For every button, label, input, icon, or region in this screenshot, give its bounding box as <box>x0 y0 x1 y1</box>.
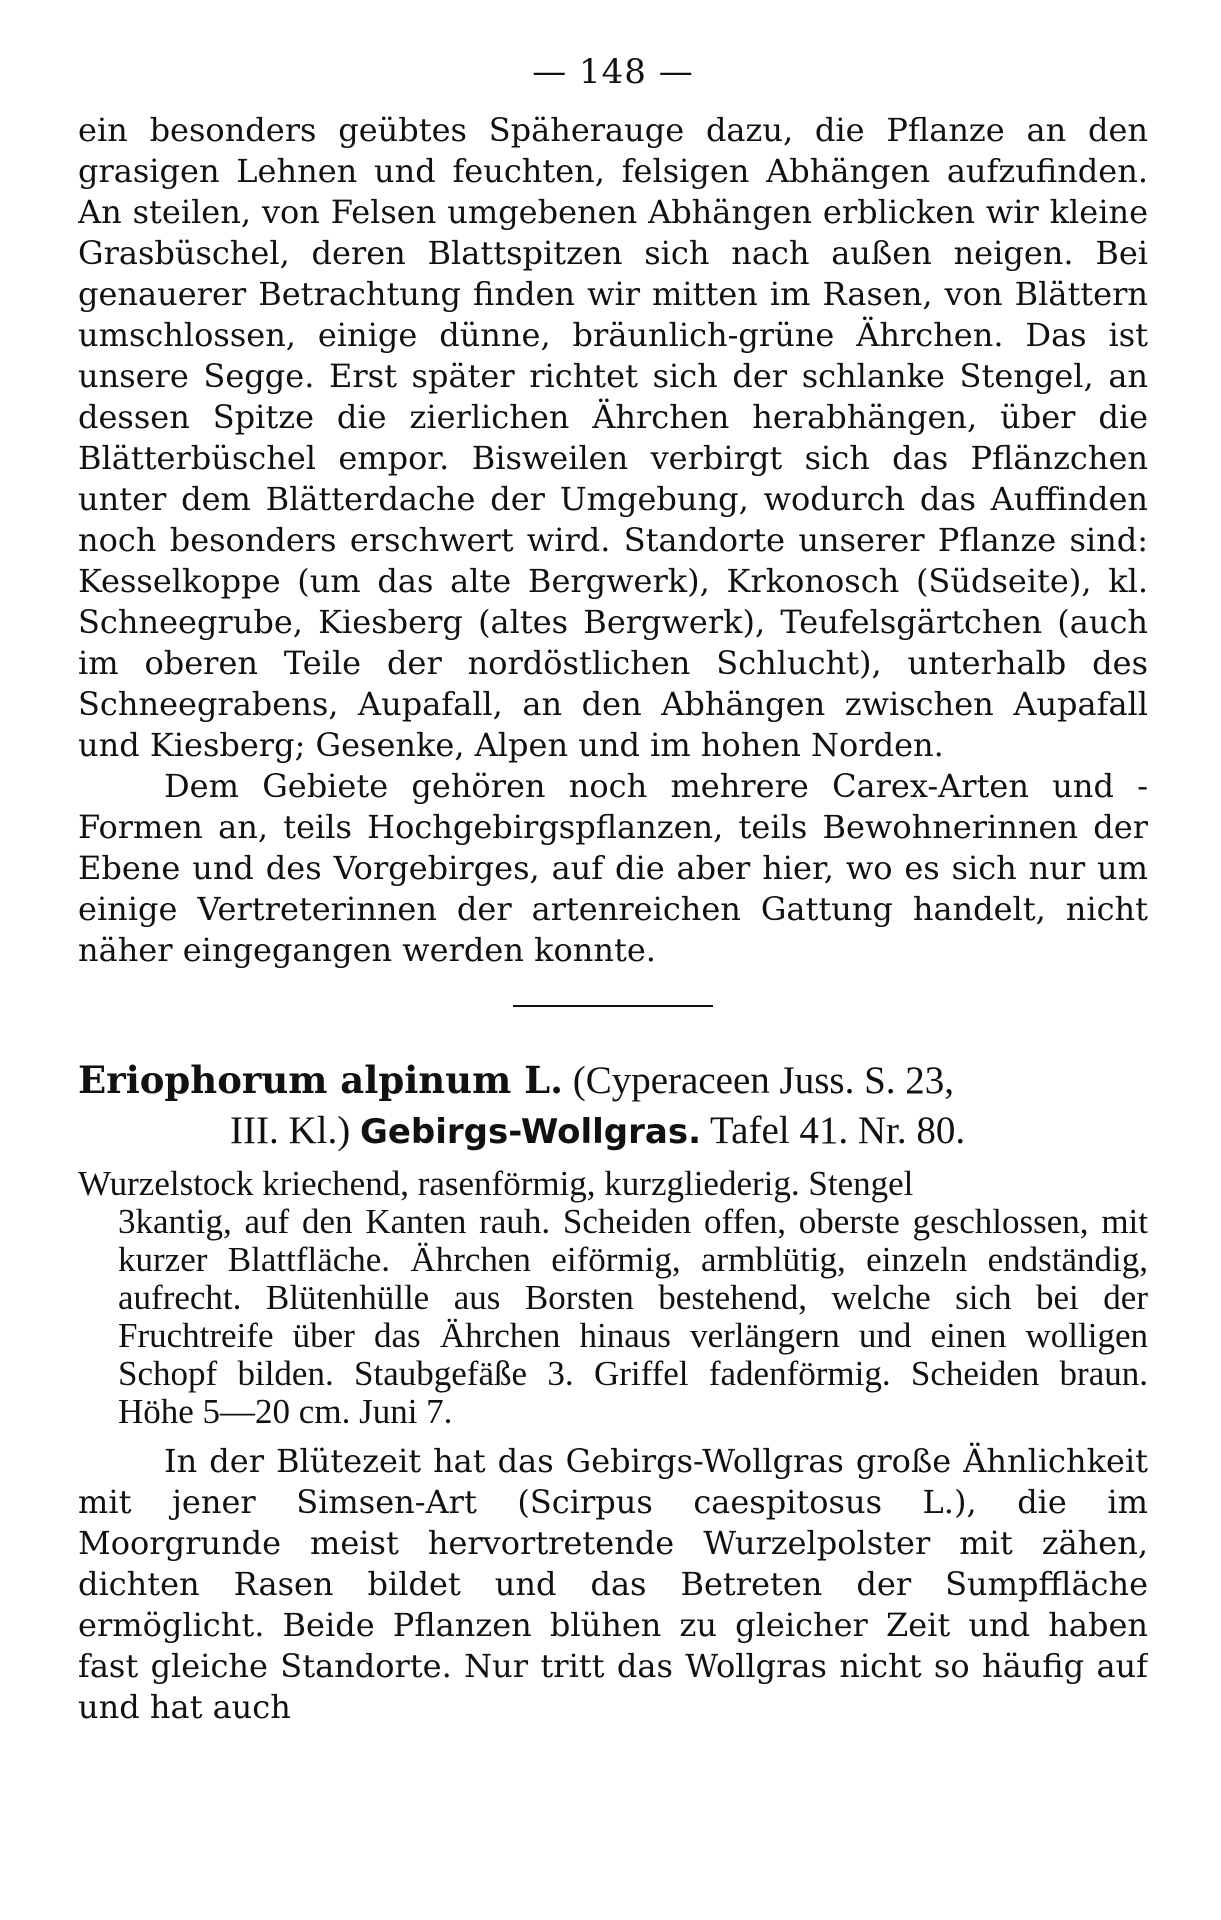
paragraph-carex-continued: ein besonders geübtes Späherauge dazu, die Pflanze an den grasigen Lehnen und feuchten, felsigen Abhängen aufzufinden. An steilen, von Felsen umgebenen Abhängen erblicken wir kleine Grasbüschel, deren Blattspitzen sich nach außen neigen. Bei genauerer Betrachtung finden wir mitten im Rasen, von Blättern umschlossen, einige dünne, bräunlich-grüne Ährchen. Das ist unsere Segge. Erst später richtet sich der schlanke Stengel, an dessen Spitze die zierlichen Ährchen herabhängen, über die Blätterbüschel empor. Bisweilen verbirgt sich das Pflänzchen unter dem Blätterdache der Umgebung, wodurch das Auffinden noch besonders erschwert wird. Standorte unserer Pflanze sind: Kesselkoppe (um das alte Bergwerk), Krkonosch (Südseite), kl. Schneegrube, Kiesberg (altes Bergwerk), Teufelsgärtchen (auch im oberen Teile der nordöstlichen Schlucht), unterhalb des Schneegrabens, Aupafall, an den Abhängen zwischen Aupafall und Kiesberg; Gesenke, Alpen und im hohen Norden. <box>78 111 1148 764</box>
species-name: Eriophorum alpinum L. <box>78 1058 563 1102</box>
book-page <box>78 40 1148 1900</box>
paragraph-carex-species: Dem Gebiete gehören noch mehrere Carex-Arten und -Formen an, teils Hochgebirgspflanzen, teils Bewohnerinnen der Ebene und des Vorgebirges, auf die aber hier, wo es sich nur um einige Vertreterinnen der artenreichen Gattung handelt, nicht näher eingegangen werden konnte. <box>78 767 1148 969</box>
species-common-name: Gebirgs-Wollgras. <box>359 1112 701 1152</box>
species-heading-line-2 <box>78 1106 1148 1157</box>
species-description <box>78 1165 1148 1431</box>
species-class: III. Kl.) <box>230 1109 351 1152</box>
species-plate: Tafel 41. Nr. 80. <box>710 1109 966 1152</box>
species-heading <box>78 1055 1148 1157</box>
section-divider <box>513 1005 713 1007</box>
description-rest: 3kantig, auf den Kanten rauh. Scheiden offen, oberste geschlossen, mit kurzer Blattfläche. Ährchen eiförmig, armblütig, einzeln endständig, aufrecht. Blütenhülle aus Borsten bestehend, welche sich bei der Fruchtreife über das Ährchen hinaus verlängern und einen wolligen Schopf bilden. Staubgefäße 3. Griffel fadenförmig. Scheiden braun. Höhe 5—20 cm. Juni 7. <box>118 1202 1148 1431</box>
page-number: — 148 — <box>532 52 694 92</box>
species-family: (Cyperaceen Juss. S. 23, <box>572 1059 955 1102</box>
description-first-line: Wurzelstock kriechend, rasenförmig, kurzgliederig. Stengel <box>78 1164 914 1203</box>
paragraph-wollgras: In der Blütezeit hat das Gebirgs-Wollgras große Ähnlichkeit mit jener Simsen-Art (Scirpus caespitosus L.), die im Moorgrunde meist hervortretende Wurzelpolster mit zähen, dichten Rasen bildet und das Betreten der Sumpffläche ermöglicht. Beide Pflanzen blühen zu gleicher Zeit und haben fast gleiche Standorte. Nur tritt das Wollgras nicht so häufig auf und hat auch <box>78 1442 1148 1726</box>
